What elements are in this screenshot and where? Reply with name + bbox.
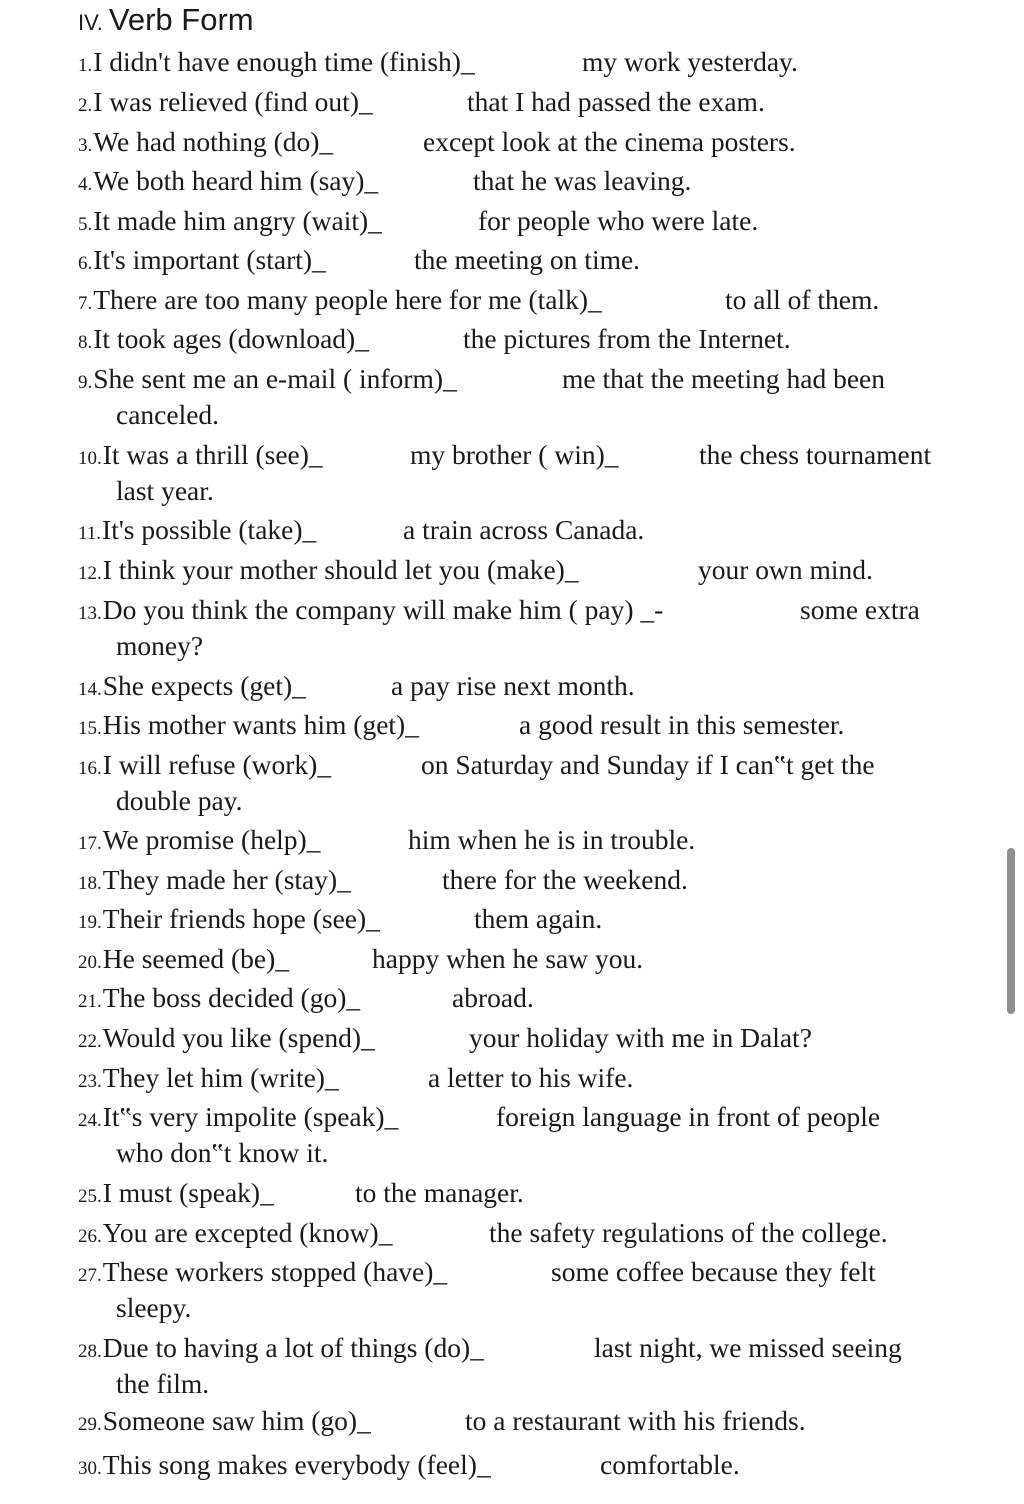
- item-number: 18.: [78, 873, 102, 894]
- item-prompt: They made her (stay)_: [102, 864, 351, 895]
- item-continuation: sleepy.: [116, 1292, 192, 1323]
- item-remainder: except look at the cinema posters.: [423, 126, 796, 157]
- item-continuation: the film.: [116, 1368, 210, 1399]
- item-number: 13.: [78, 603, 102, 624]
- item-prompt: I must (speak)_: [102, 1177, 274, 1208]
- item-remainder: the meeting on time.: [414, 244, 641, 275]
- item-remainder: your holiday with me in Dalat?: [469, 1022, 812, 1053]
- item-continuation: canceled.: [116, 399, 220, 430]
- exercise-item: [78, 1330, 978, 1370]
- item-prompt: It‟s very impolite (speak)_: [102, 1101, 399, 1132]
- item-remainder: happy when he saw you.: [372, 943, 644, 974]
- item-prompt: I will refuse (work)_: [102, 749, 332, 780]
- item-remainder: that he was leaving.: [473, 165, 692, 196]
- item-number: 3.: [78, 135, 93, 156]
- exercise-item: [78, 44, 978, 84]
- item-prompt: You are excepted (know)_: [102, 1217, 393, 1248]
- item-number: 6.: [78, 253, 93, 274]
- item-prompt: His mother wants him (get)_: [102, 709, 419, 740]
- item-number: 21.: [78, 991, 102, 1012]
- item-prompt: She expects (get)_: [102, 670, 306, 701]
- exercise-item: [78, 707, 978, 747]
- item-number: 14.: [78, 679, 102, 700]
- item-prompt: I think your mother should let you (make)_: [102, 554, 579, 585]
- item-remainder: to the manager.: [355, 1177, 524, 1208]
- exercise-item: [78, 822, 978, 862]
- item-prompt: It's important (start)_: [93, 244, 326, 275]
- item-prompt: We promise (help)_: [102, 824, 321, 855]
- section-heading: [78, 0, 254, 40]
- item-remainder: comfortable.: [600, 1449, 740, 1480]
- item-remainder: to a restaurant with his friends.: [465, 1405, 806, 1436]
- item-continuation: last year.: [116, 475, 214, 506]
- exercise-item: [78, 1099, 978, 1139]
- item-number: 1.: [78, 55, 93, 76]
- item-number: 30.: [78, 1458, 102, 1479]
- item-remainder: them again.: [474, 903, 603, 934]
- item-number: 5.: [78, 214, 93, 235]
- exercise-item: [78, 1020, 978, 1060]
- exercise-item: [78, 321, 978, 361]
- item-remainder: to all of them.: [725, 284, 880, 315]
- item-prompt: We had nothing (do)_: [93, 126, 334, 157]
- exercise-item: [78, 1215, 978, 1255]
- item-number: 11.: [78, 523, 102, 544]
- exercise-item: [78, 84, 978, 124]
- item-number: 7.: [78, 293, 93, 314]
- item-prompt: Their friends hope (see)_: [102, 903, 380, 934]
- section-title: Verb Form: [108, 2, 254, 37]
- item-remainder: your own mind.: [698, 554, 873, 585]
- item-prompt: There are too many people here for me (talk)_: [93, 284, 602, 315]
- item-prompt: We both heard him (say)_: [93, 165, 379, 196]
- item-prompt: The boss decided (go)_: [102, 982, 361, 1013]
- exercise-item: [78, 163, 978, 203]
- item-remainder: that I had passed the exam.: [467, 86, 765, 117]
- item-continuation: double pay.: [116, 785, 243, 816]
- item-prompt: He seemed (be)_: [102, 943, 290, 974]
- item-number: 26.: [78, 1226, 102, 1247]
- scrollbar-thumb[interactable]: [1007, 848, 1015, 1014]
- item-number: 16.: [78, 758, 102, 779]
- exercise-item: [78, 668, 978, 708]
- item-number: 10.: [78, 448, 102, 469]
- item-number: 8.: [78, 332, 93, 353]
- item-prompt: It's possible (take)_: [102, 514, 317, 545]
- item-remainder: a good result in this semester.: [519, 709, 845, 740]
- item-number: 2.: [78, 95, 93, 116]
- item-continuation: money?: [116, 630, 204, 661]
- item-remainder: him when he is in trouble.: [408, 824, 696, 855]
- item-remainder: my brother ( win)_: [410, 439, 619, 470]
- item-prompt: Would you like (spend)_: [102, 1022, 375, 1053]
- item-continuation: who don‟t know it.: [116, 1137, 329, 1168]
- item-number: 24.: [78, 1110, 102, 1131]
- item-prompt: She sent me an e-mail ( inform)_: [93, 363, 457, 394]
- exercise-item: [78, 901, 978, 941]
- exercise-item: [78, 941, 978, 981]
- item-prompt: I didn't have enough time (finish)_: [93, 46, 475, 77]
- exercise-item: [78, 242, 978, 282]
- exercise-item: [78, 1447, 978, 1487]
- item-remainder: me that the meeting had been: [562, 363, 886, 394]
- item-remainder: abroad.: [452, 982, 534, 1013]
- exercise-item: [78, 1254, 978, 1294]
- item-number: 23.: [78, 1071, 102, 1092]
- exercise-item: [78, 437, 978, 477]
- item-number: 22.: [78, 1031, 102, 1052]
- item-remainder: a train across Canada.: [403, 514, 645, 545]
- exercise-item: [78, 747, 978, 787]
- item-remainder: some coffee because they felt: [551, 1256, 876, 1287]
- item-remainder: foreign language in front of people: [496, 1101, 881, 1132]
- item-remainder: a letter to his wife.: [428, 1062, 634, 1093]
- exercise-item: [78, 552, 978, 592]
- item-number: 15.: [78, 718, 102, 739]
- item-remainder-2: the chess tournament: [699, 439, 932, 470]
- item-number: 4.: [78, 174, 93, 195]
- item-prompt: It made him angry (wait)_: [93, 205, 382, 236]
- item-number: 29.: [78, 1414, 102, 1435]
- item-remainder: my work yesterday.: [582, 46, 798, 77]
- item-remainder: there for the weekend.: [442, 864, 688, 895]
- item-number: 12.: [78, 563, 102, 584]
- item-prompt: I was relieved (find out)_: [93, 86, 373, 117]
- item-prompt: They let him (write)_: [102, 1062, 339, 1093]
- item-prompt: It took ages (download)_: [93, 323, 369, 354]
- item-number: 20.: [78, 952, 102, 973]
- item-prompt: Do you think the company will make him ( pay) _-: [102, 594, 664, 625]
- exercise-item: [78, 203, 978, 243]
- item-prompt: It was a thrill (see)_: [102, 439, 323, 470]
- item-remainder: last night, we missed seeing: [594, 1332, 902, 1363]
- item-number: 19.: [78, 912, 102, 933]
- exercise-item: [78, 592, 978, 632]
- exercise-item: [78, 512, 978, 552]
- item-remainder: the safety regulations of the college.: [489, 1217, 888, 1248]
- exercise-item: [78, 980, 978, 1020]
- exercise-item: [78, 1175, 978, 1215]
- item-remainder: the pictures from the Internet.: [463, 323, 791, 354]
- exercise-item: [78, 282, 978, 322]
- item-prompt: This song makes everybody (feel)_: [102, 1449, 491, 1480]
- exercise-item: [78, 1403, 978, 1443]
- item-remainder: some extra: [800, 594, 920, 625]
- item-number: 17.: [78, 833, 102, 854]
- item-remainder: for people who were late.: [478, 205, 759, 236]
- item-prompt: Due to having a lot of things (do)_: [102, 1332, 484, 1363]
- item-prompt: These workers stopped (have)_: [102, 1256, 448, 1287]
- exercise-item: [78, 124, 978, 164]
- section-number: IV.: [78, 10, 103, 35]
- item-remainder: a pay rise next month.: [391, 670, 635, 701]
- item-number: 28.: [78, 1341, 102, 1362]
- item-prompt: Someone saw him (go)_: [102, 1405, 371, 1436]
- item-number: 27.: [78, 1265, 102, 1286]
- exercise-item: [78, 862, 978, 902]
- exercise-item: [78, 1060, 978, 1100]
- item-number: 9.: [78, 372, 93, 393]
- exercise-item: [78, 361, 978, 401]
- item-number: 25.: [78, 1186, 102, 1207]
- item-remainder: on Saturday and Sunday if I can‟t get the: [421, 749, 875, 780]
